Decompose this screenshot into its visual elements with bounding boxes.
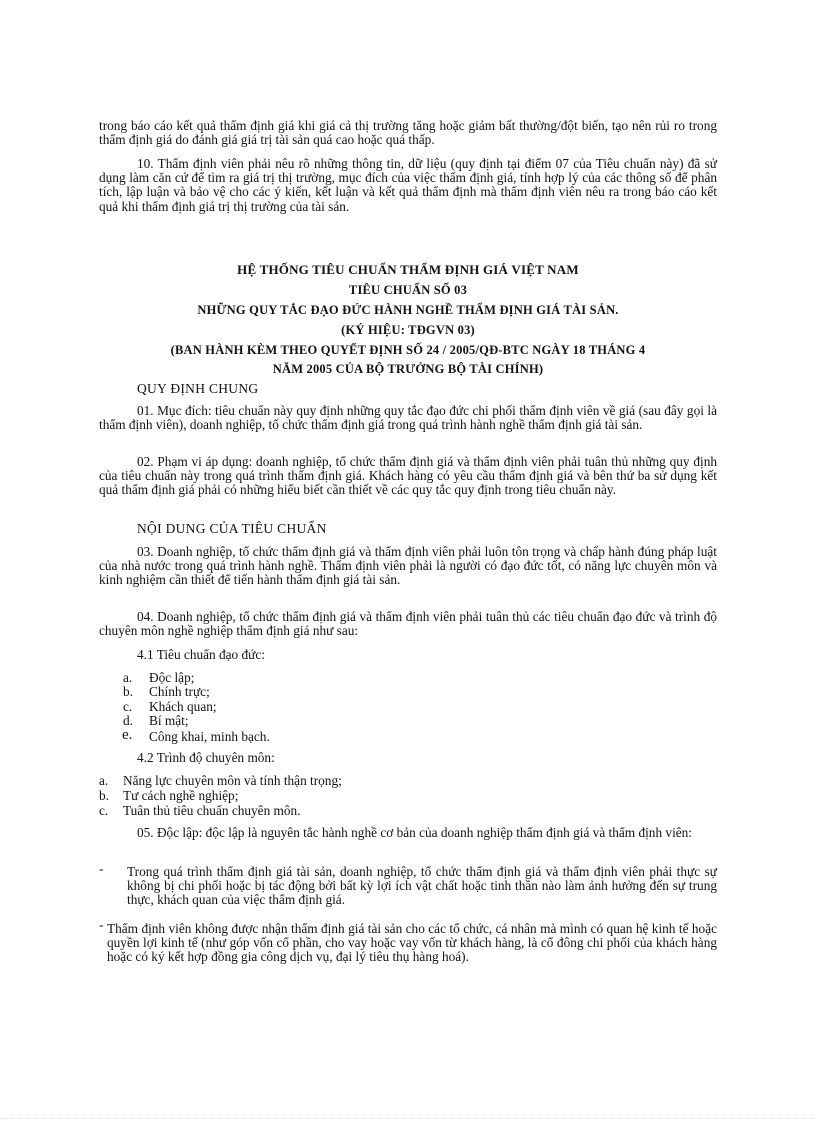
list-item: Bí mật; bbox=[149, 713, 189, 728]
list-marker: d. bbox=[123, 713, 133, 728]
heading-standard-number: TIÊU CHUẨN SỐ 03 bbox=[348, 283, 468, 297]
paragraph-05: 05. Độc lập: độc lập là nguyên tắc hành nghề cơ bản của doanh nghiệp thẩm định giá và thẩm định viên: bbox=[137, 825, 693, 840]
list-item: Khách quan; bbox=[149, 699, 217, 714]
bullet-item: Trong quá trình thẩm định giá tài sản, doanh nghiệp, tổ chức thẩm định giá và thẩm định viên phải thực sự không bị chi phối hoặc bị tác động bởi bất kỳ lợi ích vật chất hoặc tinh thần nào làm ảnh hưởng đến sự trung thực, khách quan của việc thẩm định giá. bbox=[127, 864, 717, 908]
list-item: Năng lực chuyên môn và tính thận trọng; bbox=[123, 773, 342, 788]
list-item: Độc lập; bbox=[149, 670, 195, 685]
paragraph-10: 10. Thẩm định viên phải nêu rõ những thông tin, dữ liệu (quy định tại điểm 07 của Tiêu chuẩn này) đã sử dụng làm căn cứ để tìm ra giá trị thị trường, mục đích của việc thẩm định giá, tính hợp lý của các thông số để phân tích, lập luận và bảo vệ cho các ý kiến, kết luận và kết quả thẩm định mà thẩm định viên nêu ra trong báo cáo kết quả khi thẩm định giá trị thị trường của tài sản. bbox=[99, 156, 717, 214]
list-marker: c. bbox=[123, 699, 133, 714]
list-item: Tư cách nghề nghiệp; bbox=[123, 788, 239, 803]
list-item: Chính trực; bbox=[149, 684, 210, 699]
list-marker: a. bbox=[99, 773, 109, 788]
list-marker: b. bbox=[123, 684, 133, 699]
bullet-marker: - bbox=[99, 861, 104, 876]
page-bottom-divider bbox=[0, 1118, 816, 1119]
bullet-item: Thẩm định viên không được nhận thẩm định giá tài sản cho các tổ chức, cá nhân mà mình có quan hệ kinh tế hoặc quyền lợi kinh tế (như góp vốn cổ phần, cho vay hoặc vay vốn từ khách hàng, là cổ đông chi phối của khách hàng hoặc có ký kết hợp đồng gia công dịch vụ, đại lý tiêu thụ hàng hoá). bbox=[107, 921, 717, 965]
paragraph-01: 01. Mục đích: tiêu chuẩn này quy định những quy tắc đạo đức chi phối thẩm định viên về giá (sau đây gọi là thẩm định viên), doanh nghiệp, tổ chức thẩm định giá trong quá trình hành nghề thẩm định giá tài sản. bbox=[99, 403, 717, 433]
list-item: Công khai, minh bạch. bbox=[149, 729, 270, 744]
bullet-marker: - bbox=[99, 917, 104, 932]
list-marker: e. bbox=[122, 727, 133, 743]
list-marker: c. bbox=[99, 803, 109, 818]
subheading-skills: 4.2 Trình độ chuyên môn: bbox=[137, 750, 275, 765]
list-marker: b. bbox=[99, 788, 109, 803]
heading-code: (KÝ HIỆU: TĐGVN 03) bbox=[341, 323, 475, 337]
paragraph-03: 03. Doanh nghiệp, tổ chức thẩm định giá và thẩm định viên phải luôn tôn trọng và chấp hành đúng pháp luật của nhà nước trong quá trình hành nghề. Thẩm định viên phải là người có đạo đức tốt, có năng lực chuyên môn và kinh nghiệm cần thiết để tiến hành thẩm định giá tài sản. bbox=[99, 544, 717, 588]
heading-system: HỆ THỐNG TIÊU CHUẨN THẨM ĐỊNH GIÁ VIỆT NAM bbox=[237, 262, 579, 277]
intro-paragraph: trong báo cáo kết quả thẩm định giá khi giá cả thị trường tăng hoặc giảm bất thường/đột biến, tạo nên rủi ro trong thẩm định giá do đánh giá giá trị tài sản quá cao hoặc quá thấp. bbox=[99, 118, 717, 148]
list-marker: a. bbox=[123, 670, 133, 685]
heading-decree-line1: (BAN HÀNH KÈM THEO QUYẾT ĐỊNH SỐ 24 / 2005/QĐ-BTC NGÀY 18 THÁNG 4 bbox=[170, 343, 646, 357]
paragraph-04: 04. Doanh nghiệp, tổ chức thẩm định giá và thẩm định viên phải tuân thủ các tiêu chuẩn đạo đức và trình độ chuyên môn nghề nghiệp thẩm định giá như sau: bbox=[99, 609, 717, 639]
heading-title: NHỮNG QUY TẮC ĐẠO ĐỨC HÀNH NGHỀ THẨM ĐỊNH GIÁ TÀI SẢN. bbox=[197, 303, 619, 317]
paragraph-02: 02. Phạm vi áp dụng: doanh nghiệp, tổ chức thẩm định giá và thẩm định viên phải tuân thủ những quy định của tiêu chuẩn này trong quá trình thẩm định giá. Khách hàng có yêu cầu thẩm định giá và bên thứ ba sử dụng kết quả thẩm định giá phải có những hiểu biết cần thiết về các quy tắc quy định trong tiêu chuẩn này. bbox=[99, 454, 717, 498]
section-general: QUY ĐỊNH CHUNG bbox=[137, 381, 259, 396]
section-content: NỘI DUNG CỦA TIÊU CHUẨN bbox=[137, 521, 327, 536]
heading-decree-line2: NĂM 2005 CỦA BỘ TRƯỞNG BỘ TÀI CHÍNH) bbox=[272, 362, 544, 376]
subheading-ethics: 4.1 Tiêu chuẩn đạo đức: bbox=[137, 647, 265, 662]
list-item: Tuân thủ tiêu chuẩn chuyên môn. bbox=[123, 803, 301, 818]
